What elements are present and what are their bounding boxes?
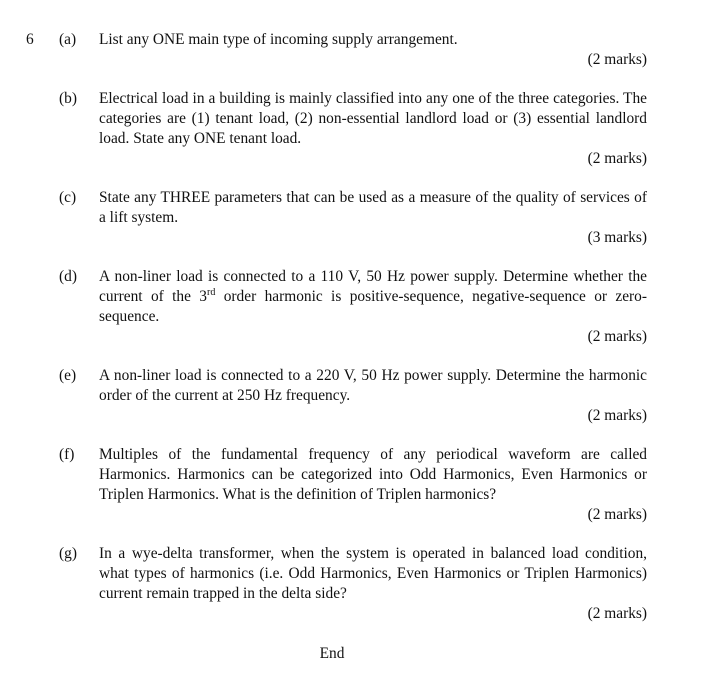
part-b (59, 89, 647, 169)
question-number: 6 (26, 31, 34, 48)
part-g (59, 544, 647, 624)
part-text-before: A non-liner load is connected to a 110 V, 50 Hz power supply. Determine whether the current of the 3 (99, 268, 647, 305)
part-marks: (2 marks) (587, 605, 647, 622)
part-text: In a wye-delta transformer, when the system is operated in balanced load condition, what types of harmonics (i.e. Odd Harmonics, Even Harmonics or Triplen Harmonics) current remain trapped in the delta side? (99, 545, 647, 602)
part-label: (d) (59, 268, 77, 285)
ordinal-superscript: rd (207, 287, 216, 298)
part-label: (e) (59, 367, 77, 384)
part-marks: (2 marks) (587, 407, 647, 424)
part-marks: (2 marks) (587, 51, 647, 68)
end-label: End (319, 645, 345, 662)
part-text: Multiples of the fundamental frequency of any periodical waveform are called Harmonics. Harmonics can be categorized into Odd Harmonics, Even Harmonics or Triplen Harmonics. What is the definition of Triplen harmonics? (99, 446, 647, 503)
part-e (59, 366, 647, 426)
part-text-after: order harmonic is positive-sequence, negative-sequence or zero-sequence. (99, 288, 647, 325)
part-d (59, 267, 647, 347)
part-marks: (3 marks) (587, 229, 647, 246)
part-label: (b) (59, 90, 77, 107)
part-f (59, 445, 647, 525)
part-text (99, 267, 647, 327)
part-label: (g) (59, 545, 77, 562)
part-label: (f) (59, 446, 75, 463)
part-text: A non-liner load is connected to a 220 V, 50 Hz power supply. Determine the harmonic order of the current at 250 Hz frequency. (99, 367, 647, 404)
part-text: List any ONE main type of incoming supply arrangement. (99, 31, 458, 48)
part-label: (a) (59, 31, 77, 48)
part-marks: (2 marks) (587, 506, 647, 523)
part-a (59, 30, 647, 70)
part-c (59, 188, 647, 248)
part-label: (c) (59, 189, 77, 206)
part-text: State any THREE parameters that can be used as a measure of the quality of services of a lift system. (99, 189, 647, 226)
part-marks: (2 marks) (587, 328, 647, 345)
part-text: Electrical load in a building is mainly classified into any one of the three categories. The categories are (1) tenant load, (2) non-essential landlord load or (3) essential landlord load. State any ONE tenant load. (99, 90, 647, 147)
part-marks: (2 marks) (587, 150, 647, 167)
